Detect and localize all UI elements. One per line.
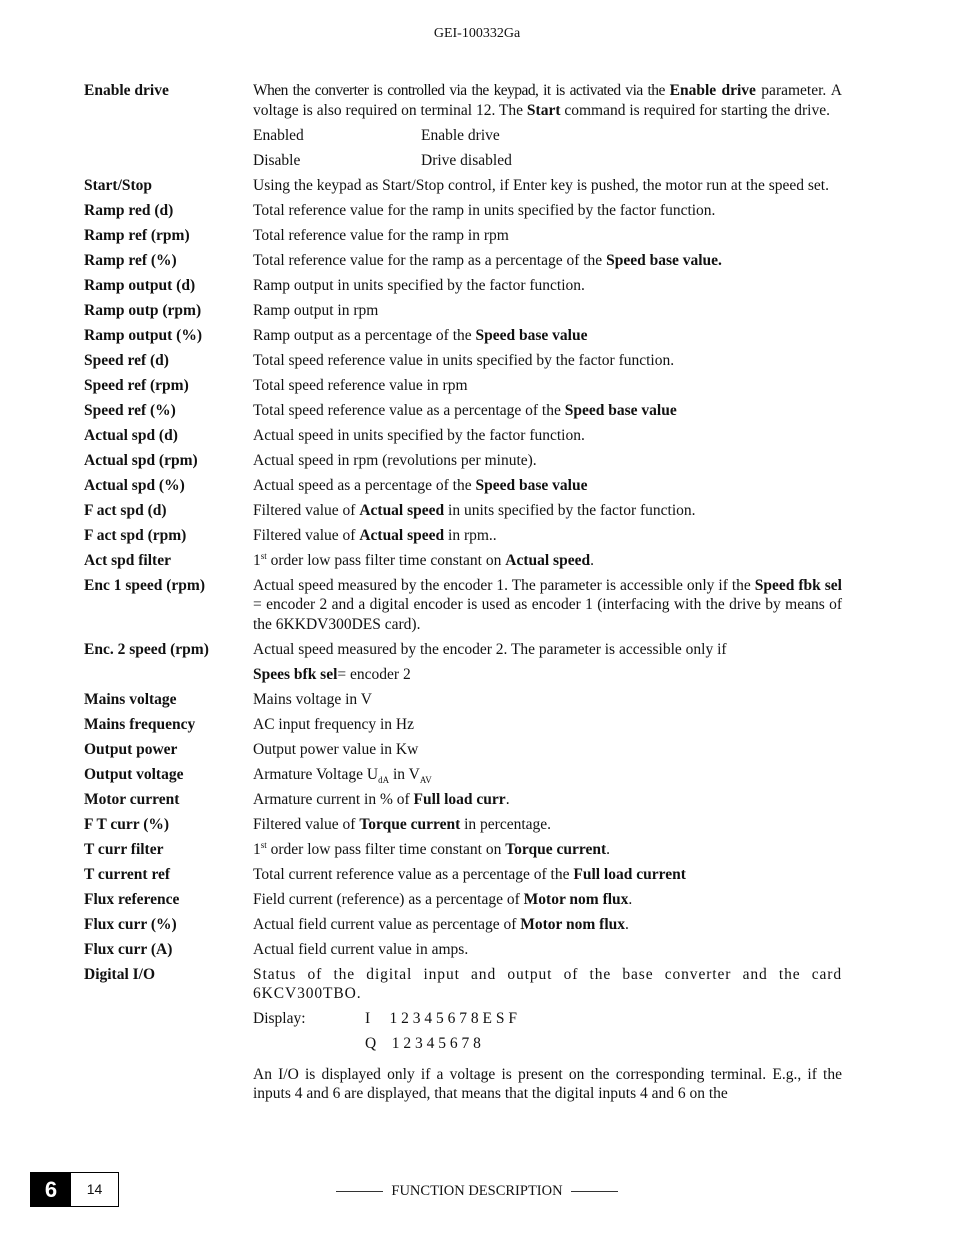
entry-term: F T curr (%) [84, 815, 170, 833]
text: Total current reference value as a percentage of the [253, 865, 574, 883]
entry-description: AC input frequency in Hz [253, 715, 414, 733]
entry-digital-io [84, 965, 842, 1104]
bold-term: Actual speed [359, 501, 445, 519]
text: Actual speed measured by the encoder 2. The parameter is accessible only if [253, 640, 727, 658]
bold-term: Speed base value [475, 476, 588, 494]
text: Total reference value for the ramp as a percentage of the [253, 251, 607, 269]
footer-rule-left [336, 1191, 383, 1192]
bold-term: Motor nom flux [523, 890, 629, 908]
bold-term: Speed base value [564, 401, 677, 419]
text: = encoder 2 [337, 665, 411, 683]
text: Actual speed measured by the encoder 1. The parameter is accessible only if the [253, 576, 755, 594]
option-value: Enable drive [421, 126, 500, 144]
entry-description [253, 526, 842, 546]
entry-description [253, 81, 842, 170]
text: Ramp output as a percentage of the [253, 326, 476, 344]
bold-term: Enable drive [669, 82, 756, 99]
display-outputs: Q 1 2 3 4 5 6 7 8 [365, 1035, 481, 1052]
entry-term: Ramp output (d) [84, 276, 196, 294]
entry-description: Actual speed in units specified by the factor function. [253, 426, 585, 444]
entry-term: Flux curr (A) [84, 940, 173, 958]
entry-description [253, 865, 842, 885]
text: . [625, 915, 629, 933]
entry-description: Mains voltage in V [253, 690, 372, 708]
bold-term: Speed fbk sel [754, 576, 842, 594]
bold-term: Actual speed [505, 551, 591, 569]
entry-enc2-speed [84, 640, 842, 685]
entry-ramp-ref-rpm [84, 226, 842, 246]
text-line [253, 665, 842, 685]
entry-description [253, 965, 842, 1104]
entry-description [253, 890, 842, 910]
entry-description [253, 815, 842, 835]
parameter-list [84, 81, 842, 1109]
entry-description [253, 551, 842, 571]
entry-term: Enc 1 speed (rpm) [84, 576, 205, 594]
entry-ramp-output-pct [84, 326, 842, 346]
entry-term: Actual spd (%) [84, 476, 185, 494]
page-number: 14 [86, 1180, 103, 1197]
text: order low pass filter time constant on [266, 840, 506, 858]
entry-term: Act spd filter [84, 551, 171, 569]
entry-description: Output power value in Kw [253, 740, 419, 758]
text: in units specified by the factor function. [444, 501, 696, 519]
entry-description [253, 476, 842, 496]
text: An I/O is displayed only if a voltage is present on the corresponding terminal. E.g., if the inputs 4 and 6 are displayed, that means that the digital inputs 4 and 6 on the [253, 1065, 842, 1102]
entry-flux-reference [84, 890, 842, 910]
option-row [253, 126, 842, 146]
entry-description [253, 251, 842, 271]
bold-term: Torque current [505, 840, 607, 858]
text: 1 [253, 840, 261, 858]
footer-title-text: FUNCTION DESCRIPTION [391, 1183, 563, 1199]
spacer [253, 1034, 365, 1054]
entry-term: Digital I/O [84, 965, 156, 983]
text: . [590, 551, 594, 569]
entry-term: Output power [84, 740, 178, 758]
entry-description: Ramp output in rpm [253, 301, 379, 319]
entry-mains-voltage [84, 690, 842, 710]
entry-description [253, 501, 842, 521]
bold-term: Torque current [359, 815, 461, 833]
entry-output-power [84, 740, 842, 760]
entry-description [253, 765, 842, 785]
entry-description [253, 640, 842, 685]
footer-rule-right [571, 1191, 618, 1192]
entry-ramp-ref-pct [84, 251, 842, 271]
entry-term: Speed ref (%) [84, 401, 176, 419]
entry-term: F act spd (d) [84, 501, 167, 519]
entry-actual-spd-d [84, 426, 842, 446]
entry-term: Mains frequency [84, 715, 196, 733]
entry-term: Flux reference [84, 890, 180, 908]
text: Status of the digital input and output of the base converter and the card 6KCV300TBO. [253, 965, 842, 1002]
entry-ramp-red-d [84, 201, 842, 221]
entry-term: Ramp output (%) [84, 326, 202, 344]
entry-speed-ref-pct [84, 401, 842, 421]
entry-ramp-output-d [84, 276, 842, 296]
entry-flux-curr-pct [84, 915, 842, 935]
bold-term: Speed base value [475, 326, 588, 344]
entry-term: Ramp outp (rpm) [84, 301, 202, 319]
option-row [253, 151, 842, 171]
entry-term: Start/Stop [84, 176, 153, 194]
text: . [606, 840, 611, 858]
text: order low pass filter time constant on [266, 551, 506, 569]
text: 1 [253, 551, 261, 569]
bold-term: Start [526, 101, 561, 119]
entry-term: Speed ref (d) [84, 351, 169, 369]
option-key: Disable [253, 151, 301, 169]
bold-term: Speed base value. [606, 251, 722, 269]
entry-actual-spd-pct [84, 476, 842, 496]
superscript: st [260, 839, 267, 850]
entry-output-voltage [84, 765, 842, 785]
entry-act-spd-filter [84, 551, 842, 571]
entry-description: Actual field current value in amps. [253, 940, 469, 958]
entry-term: Enc. 2 speed (rpm) [84, 640, 209, 658]
entry-description: Total speed reference value in units specified by the factor function. [253, 351, 675, 369]
entry-description: Total reference value for the ramp in rpm [253, 226, 509, 244]
bold-term: Actual speed [359, 526, 445, 544]
subscript: AV [419, 774, 432, 785]
text: Actual field current value as percentage of [253, 915, 521, 933]
entry-description [253, 790, 842, 810]
entry-ramp-outp-rpm [84, 301, 842, 321]
chapter-number: 6 [31, 1173, 71, 1206]
text: Field current (reference) as a percentage of [253, 890, 524, 908]
text: Total speed reference value as a percentage of the [253, 401, 565, 419]
entry-f-act-spd-d [84, 501, 842, 521]
option-value: Drive disabled [421, 151, 512, 169]
superscript: st [260, 550, 267, 561]
subscript: dA [378, 774, 390, 785]
entry-actual-spd-rpm [84, 451, 842, 471]
entry-term: Flux curr (%) [84, 915, 177, 933]
entry-term: T curr filter [84, 840, 164, 858]
entry-term: Speed ref (rpm) [84, 376, 189, 394]
footer-title [0, 1182, 954, 1202]
entry-term: Ramp ref (rpm) [84, 226, 190, 244]
text: command is required for starting the drive. [560, 101, 830, 119]
entry-flux-curr-a [84, 940, 842, 960]
text: parameter. A voltage is also required on terminal 12. The [253, 82, 842, 119]
display-label: Display: [253, 1010, 306, 1027]
entry-term: Ramp ref (%) [84, 251, 177, 269]
entry-term: Mains voltage [84, 690, 177, 708]
entry-description: Total reference value for the ramp in units specified by the factor function. [253, 201, 716, 219]
display-row [253, 1009, 842, 1029]
document-id: GEI-100332Ga [433, 26, 521, 41]
bold-term: Full load current [573, 865, 686, 883]
entry-f-act-spd-rpm [84, 526, 842, 546]
text: Armature Voltage U [253, 765, 379, 783]
entry-t-curr-filter [84, 840, 842, 860]
entry-description: Using the keypad as Start/Stop control, if Enter key is pushed, the motor run at the speed set. [253, 176, 829, 194]
text: When the converter is controlled via the keypad, it is activated via the [253, 82, 670, 99]
text: = encoder 2 and a digital encoder is used as encoder 1 (interfacing with the drive by means of the 6KKDV300DES card). [253, 596, 842, 633]
entry-description [253, 840, 842, 860]
text: Filtered value of [253, 815, 360, 833]
text: Filtered value of [253, 501, 360, 519]
bold-term: Motor nom flux [520, 915, 626, 933]
entry-term: F act spd (rpm) [84, 526, 187, 544]
entry-description [253, 915, 842, 935]
entry-term: T current ref [84, 865, 171, 883]
text: Filtered value of [253, 526, 360, 544]
entry-term: Motor current [84, 790, 180, 808]
entry-term: Enable drive [84, 82, 169, 99]
display-row [253, 1034, 842, 1054]
option-key: Enabled [253, 126, 304, 144]
text: in rpm.. [444, 526, 497, 544]
entry-enc1-speed [84, 576, 842, 635]
text: in V [389, 765, 420, 783]
entry-speed-ref-rpm [84, 376, 842, 396]
entry-description [253, 326, 842, 346]
text: . [628, 890, 633, 908]
text: Actual speed as a percentage of the [253, 476, 476, 494]
display-inputs: I 1 2 3 4 5 6 7 8 E S F [365, 1010, 517, 1027]
entry-start-stop [84, 176, 842, 196]
text: Armature current in % of [253, 790, 414, 808]
entry-motor-current [84, 790, 842, 810]
entry-term: Ramp red (d) [84, 201, 174, 219]
entry-description: Actual speed in rpm (revolutions per minute). [253, 451, 537, 469]
text: in percentage. [460, 815, 552, 833]
entry-description: Total speed reference value in rpm [253, 376, 468, 394]
bold-term: Full load curr [413, 790, 506, 808]
entry-ft-curr [84, 815, 842, 835]
entry-description: Ramp output in units specified by the factor function. [253, 276, 585, 294]
entry-enable-drive [84, 81, 842, 170]
entry-mains-frequency [84, 715, 842, 735]
entry-t-current-ref [84, 865, 842, 885]
entry-description [253, 401, 842, 421]
bold-term: Spees bfk sel [253, 665, 338, 683]
entry-speed-ref-d [84, 351, 842, 371]
text: . [505, 790, 510, 808]
entry-term: Actual spd (rpm) [84, 451, 198, 469]
entry-term: Actual spd (d) [84, 426, 178, 444]
entry-description [253, 576, 842, 635]
entry-term: Output voltage [84, 765, 184, 783]
